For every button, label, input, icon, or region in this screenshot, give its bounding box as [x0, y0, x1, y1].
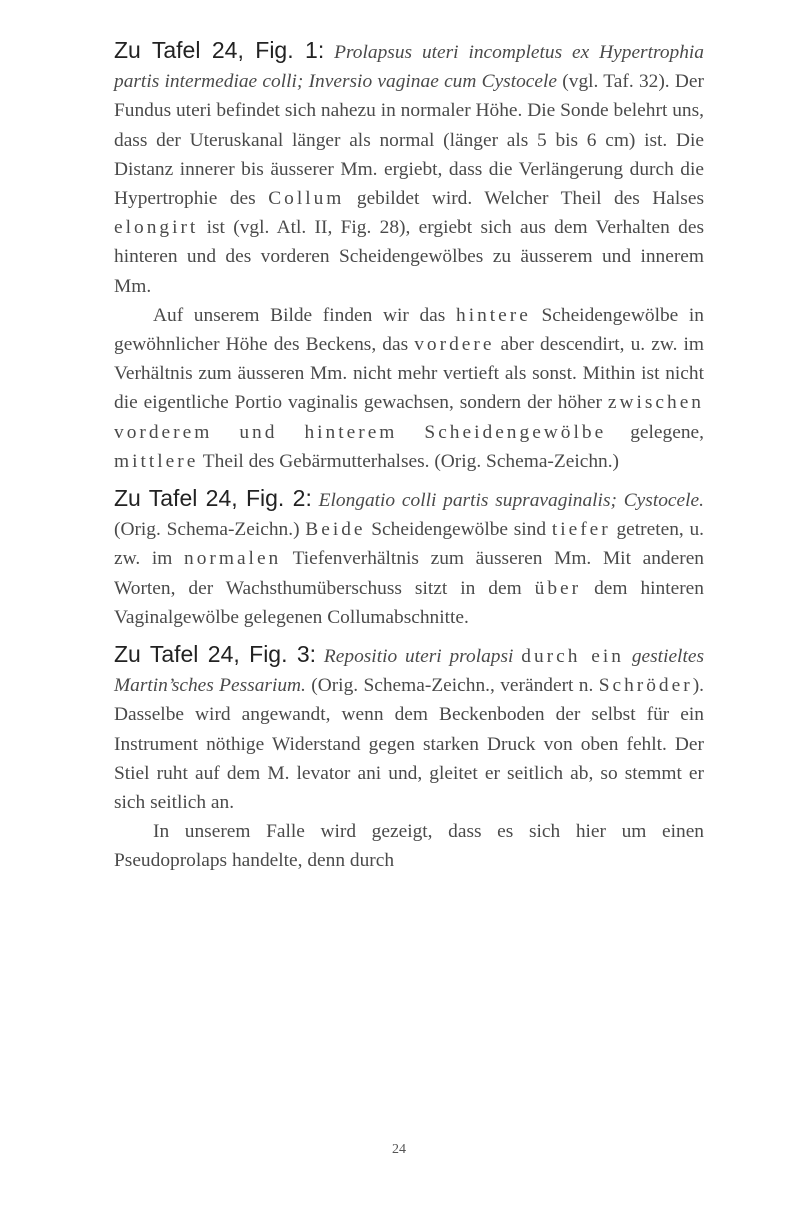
spaced-text: tiefer	[551, 519, 611, 541]
body-text: gelegene,	[606, 421, 704, 443]
italic-text: Prolapsus uteri incompletus ex Hypertrophia partis intermediae colli; Inversio vaginae cum Cystocele	[114, 42, 704, 93]
italic-text: gestieltes Martin’sches Pessarium.	[114, 646, 704, 697]
spaced-text: Schröder	[598, 675, 693, 697]
spaced-text: hintere	[456, 304, 531, 326]
body-text: Scheidengewölbe in gewöhnlicher Höhe des Beckens, das	[114, 304, 704, 356]
section-3-paragraph-1	[114, 640, 704, 817]
body-text: (vgl. Taf. 32). Der Fundus uteri befindet sich nahezu in normaler Höhe. Die Sonde belehrt uns, dass der Uteruskanal länger als normal (länger als 5 bis 6 cm) ist. Die Distanz innerer bis äusserer Mm. ergiebt, dass die Verlängerung durch die Hypertrophie des	[114, 71, 704, 210]
section-gap	[114, 632, 704, 640]
italic-text: Elongatio colli partis supravaginalis; Cystocele.	[318, 490, 704, 512]
spaced-text: über	[534, 577, 582, 599]
body-text: Theil des Gebärmutterhalses. (Orig. Schema-Zeichn.)	[198, 450, 620, 472]
body-text: ). Dasselbe wird angewandt, wenn dem Beckenboden der selbst für ein Instrument nöthige Widerstand gegen starken Druck von oben fehlt. Der Stiel ruht auf dem M. levator ani und, gleitet er seitlich ab, so stemmt er sich seitlich an.	[114, 675, 704, 814]
spaced-text: normalen	[184, 548, 282, 570]
body-text: Tiefenverhältnis zum äusseren Mm. Mit anderen Worten, der Wachsthumüberschuss sitzt in dem	[114, 548, 704, 599]
section-2-paragraph-1	[114, 484, 704, 632]
page-number: 24	[392, 1142, 406, 1157]
body-text: (Orig. Schema-Zeichn., verändert n.	[305, 675, 599, 697]
body-text: In unserem Falle wird gezeigt, dass es sich hier um einen Pseudoprolaps handelte, denn durch	[114, 821, 704, 872]
section-3-paragraph-2	[114, 817, 704, 875]
body-text: dem hinteren Vaginalgewölbe gelegenen Collumabschnitte.	[114, 577, 704, 628]
section-heading: Zu Tafel 24, Fig. 3:	[114, 641, 317, 668]
body-text: gebildet wird. Welcher Theil des Halses	[344, 188, 704, 210]
body-text	[316, 646, 324, 667]
spaced-text: zwischen vorderem und hinterem Scheidengewölbe	[114, 392, 704, 443]
section-gap	[114, 476, 704, 484]
body-text: getreten, u. zw. im	[114, 519, 705, 570]
body-text: ist (vgl. Atl. II, Fig. 28), ergiebt sich aus dem Verhalten des hinteren und des vorderen Scheidengewölbes zu äusserem und innerem Mm.	[114, 217, 704, 297]
section-1-paragraph-2	[114, 301, 704, 476]
body-text: Scheidengewölbe sind	[365, 519, 552, 541]
section-heading: Zu Tafel 24, Fig. 1:	[114, 37, 325, 63]
spaced-text: elongirt	[114, 217, 199, 239]
body-text	[624, 646, 632, 667]
body-text: Auf unserem Bilde finden wir das	[153, 304, 456, 326]
body-text: (Orig. Schema-Zeichn.)	[114, 519, 306, 541]
page-text	[114, 36, 704, 876]
spaced-text: durch ein	[521, 646, 624, 668]
spaced-text: mittlere	[114, 450, 199, 472]
spaced-text: Beide	[305, 519, 366, 541]
spaced-text: Collum	[268, 188, 345, 210]
section-heading: Zu Tafel 24, Fig. 2:	[114, 485, 312, 512]
italic-text: Repositio uteri prolapsi	[323, 646, 514, 668]
body-text	[324, 42, 334, 63]
body-text	[312, 490, 319, 511]
body-text: aber descendirt, u. zw. im Verhältnis zum äusseren Mm. nicht mehr vertieft als sonst. Mithin ist nicht die eigentliche Portio vaginalis gewachsen, sondern der höher	[114, 334, 704, 414]
section-1-paragraph-1	[114, 36, 704, 301]
spaced-text: vordere	[414, 334, 495, 356]
